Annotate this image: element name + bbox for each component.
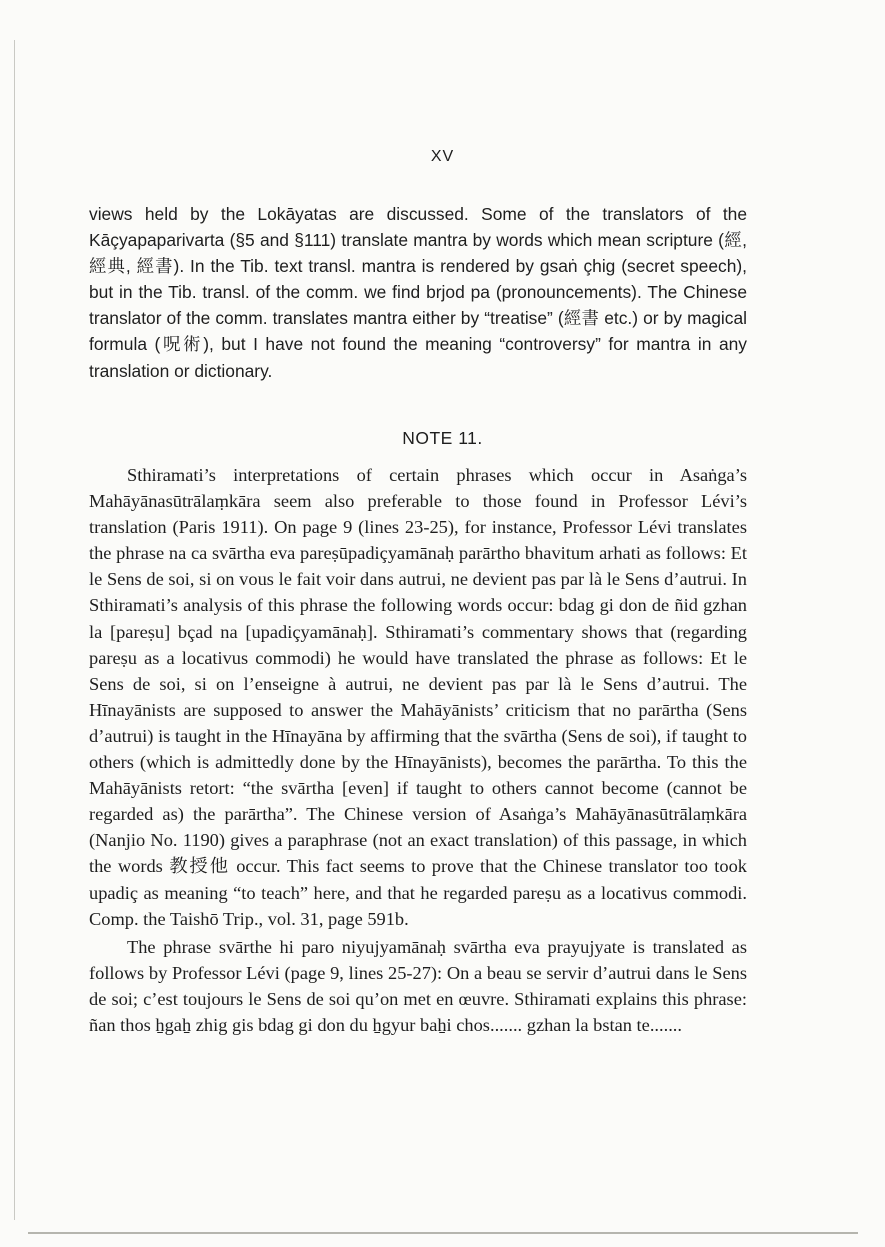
page-number: XV: [430, 148, 455, 165]
intro-paragraph: views held by the Lokāyatas are discussed. Some of the translators of the Kāçyapaparivarta (§5 and §111) translate mantra by words which mean scripture (經, 經典, 經書). In the Tib. text transl. mantra is rendered by gsaṅ çhig (secret speech), but in the Tib. transl. of the comm. we find brjod pa (pronouncements). The Chinese translator of the comm. translates mantra either by “treatise” (經書 etc.) or by magical formula (呪術), but I have not found the meaning “controversy” for mantra in any translation or dictionary.: [89, 204, 747, 381]
note-paragraph-1: Sthiramati’s interpretations of certain phrases which occur in Asaṅga’s Mahāyānasūtrālaṃkāra seem also preferable to those found in Professor Lévi’s translation (Paris 1911). On page 9 (lines 23-25), for instance, Professor Lévi translates the phrase na ca svārtha eva pareṣūpadiçyamānaḥ parārtho bhavitum arhati as follows: Et le Sens de soi, si on vous le fait voir dans autrui, ne devient pas par là le Sens d’autrui. In Sthiramati’s analysis of this phrase the following words occur: bdag gi don de ñid gzhan la [pareṣu] bçad na [upadiçyamānaḥ]. Sthiramati’s commentary shows that (regarding pareṣu as a locativus commodi) he would have translated the phrase as follows: Et le Sens de soi, si on l’enseigne à autrui, ne devient pas par là le Sens d’autrui. The Hīnayānists are supposed to answer the Mahāyānists’ criticism that no parārtha (Sens d’autrui) is taught in the Hīnayāna by affirming that the svārtha (Sens de soi), if taught to others (which is admittedly done by the Hīnayānists), becomes the parārtha. To this the Mahāyānists retort: “the svārtha [even] if taught to others cannot become (cannot be regarded as) the parārtha”. The Chinese version of Asaṅga’s Mahāyānasūtrālaṃkāra (Nanjio No. 1190) gives a paraphrase (not an exact translation) of this passage, in which the words 教授他 occur. This fact seems to prove that the Chinese translator too took upadiç as meaning “to teach” here, and that he regarded pareṣu as a locativus commodi. Comp. the Taishō Trip., vol. 31, page 591b.: [89, 465, 747, 929]
page-bottom-rule: [28, 1232, 858, 1234]
text-block-continuation: [89, 201, 747, 384]
note-paragraph-2: The phrase svārthe hi paro niyujyamānaḥ svārtha eva prayujyate is translated as follows by Professor Lévi (page 9, lines 25-27): On a beau se servir d’autrui dans le Sens de soi; c’est toujours le Sens de soi qu’on met en œuvre. Sthiramati explains this phrase: ñan thos ẖgaẖ zhig gis bdag gi don du ẖgyur baẖi chos....... gzhan la bstan te.......: [89, 936, 747, 1035]
page-left-rule: [14, 40, 15, 1220]
note-heading: NOTE 11.: [402, 428, 483, 448]
text-block-note: [89, 462, 747, 1038]
